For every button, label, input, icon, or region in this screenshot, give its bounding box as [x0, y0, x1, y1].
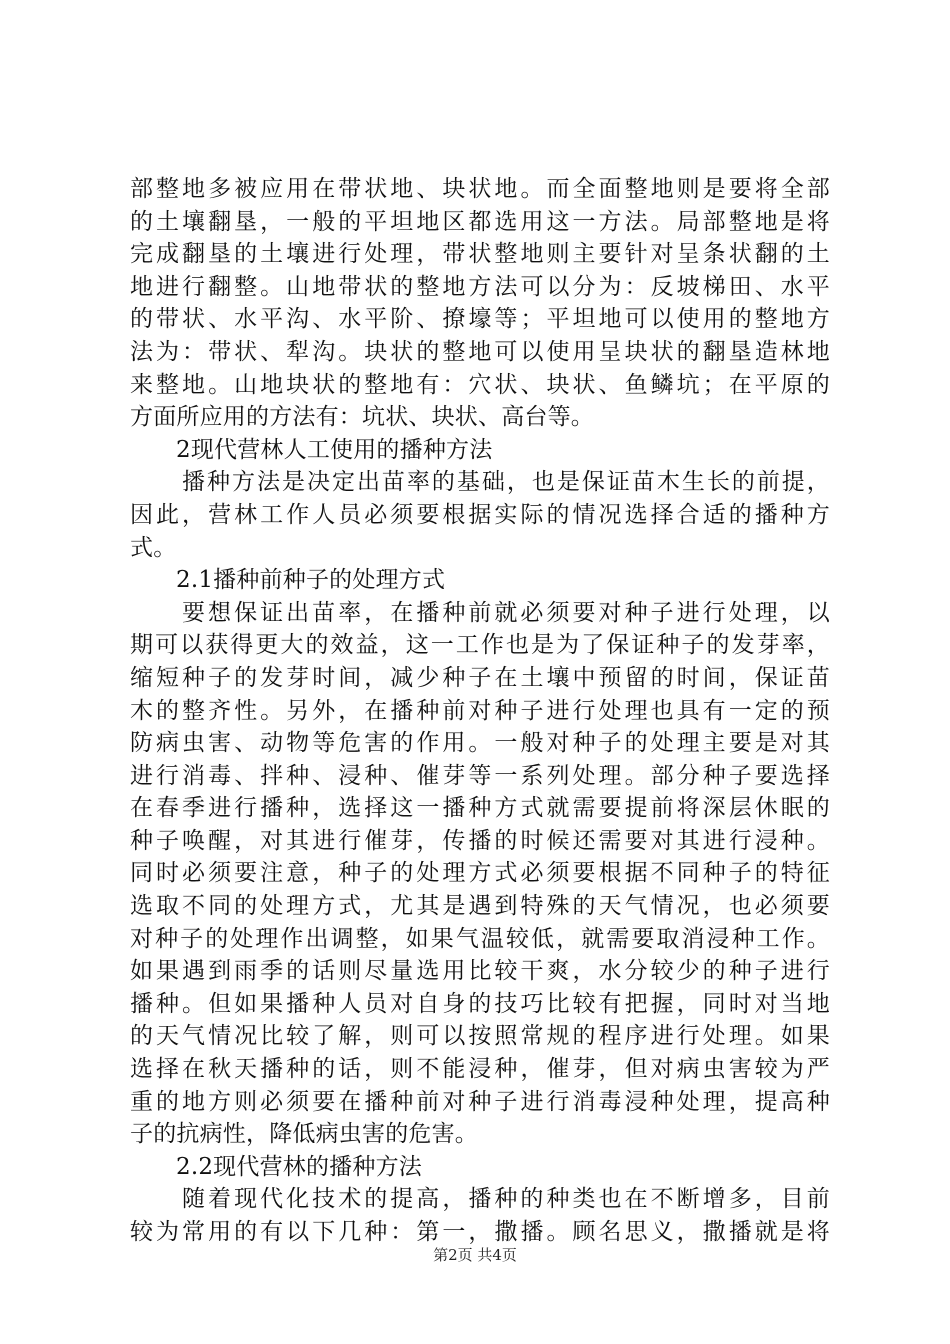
section-heading-2-1: 2.1播种前种子的处理方式 [176, 567, 446, 594]
page-footer: 第2页 共4页 [433, 1246, 517, 1264]
paragraph-line: 播种方法是决定出苗率的基础，也是保证苗木生长的前提， [182, 469, 830, 496]
paragraph-line: 播种。但如果播种人员对自身的技巧比较有把握，同时对当地 [130, 990, 830, 1017]
paragraph-line: 重的地方则必须要在播种前对种子进行消毒浸种处理，提高种 [130, 1088, 830, 1115]
paragraph-line: 防病虫害、动物等危害的作用。一般对种子的处理主要是对其 [130, 730, 830, 757]
paragraph-line: 选择在秋天播种的话，则不能浸种，催芽，但对病虫害较为严 [130, 1056, 830, 1083]
paragraph-line: 部整地多被应用在带状地、块状地。而全面整地则是要将全部 [130, 176, 830, 202]
paragraph-line: 种子唤醒，对其进行催芽，传播的时候还需要对其进行浸种。 [130, 827, 830, 854]
paragraph-line: 在春季进行播种，选择这一播种方式就需要提前将深层休眠的 [130, 795, 830, 822]
paragraph-line: 木的整齐性。另外，在播种前对种子进行处理也具有一定的预 [130, 697, 830, 724]
paragraph-line: 的带状、水平沟、水平阶、撩壕等；平坦地可以使用的整地方 [130, 306, 830, 333]
paragraph-line: 较为常用的有以下几种：第一，撒播。顾名思义，撒播就是将 [130, 1219, 830, 1245]
paragraph-line: 要想保证出苗率，在播种前就必须要对种子进行处理，以 [182, 599, 830, 626]
section-heading-2: 2现代营林人工使用的播种方法 [176, 436, 493, 463]
paragraph-line: 方面所应用的方法有：坑状、块状、高台等。 [130, 404, 594, 431]
paragraph-line: 选取不同的处理方式，尤其是遇到特殊的天气情况，也必须要 [130, 893, 830, 920]
paragraph-line: 子的抗病性，降低病虫害的危害。 [130, 1121, 478, 1148]
paragraph-line: 期可以获得更大的效益，这一工作也是为了保证种子的发芽率， [130, 632, 830, 659]
paragraph-line: 法为：带状、犁沟。块状的整地可以使用呈块状的翻垦造林地 [130, 338, 830, 365]
paragraph-line: 完成翻垦的土壤进行处理，带状整地则主要针对呈条状翻的土 [130, 241, 830, 268]
paragraph-line: 随着现代化技术的提高，播种的种类也在不断增多，目前 [182, 1186, 830, 1213]
paragraph-line: 缩短种子的发芽时间，减少种子在土壤中预留的时间，保证苗 [130, 664, 830, 691]
paragraph-line: 对种子的处理作出调整，如果气温较低，就需要取消浸种工作。 [130, 925, 830, 952]
paragraph-line: 式。 [130, 534, 177, 561]
paragraph-line: 的天气情况比较了解，则可以按照常规的程序进行处理。如果 [130, 1023, 830, 1050]
paragraph-line: 地进行翻整。山地带状的整地方法可以分为：反坡梯田、水平 [130, 273, 830, 300]
paragraph-line: 如果遇到雨季的话则尽量选用比较干爽，水分较少的种子进行 [130, 958, 830, 985]
paragraph-line: 同时必须要注意，种子的处理方式必须要根据不同种子的特征 [130, 860, 830, 887]
paragraph-line: 的土壤翻垦，一般的平坦地区都选用这一方法。局部整地是将 [130, 208, 830, 235]
document-body [130, 173, 830, 1249]
section-heading-2-2: 2.2现代营林的播种方法 [176, 1153, 422, 1180]
paragraph-line: 因此，营林工作人员必须要根据实际的情况选择合适的播种方 [130, 501, 830, 528]
paragraph-line: 进行消毒、拌种、浸种、催芽等一系列处理。部分种子要选择 [130, 762, 830, 789]
paragraph-line: 来整地。山地块状的整地有：穴状、块状、鱼鳞坑；在平原的 [130, 371, 830, 398]
